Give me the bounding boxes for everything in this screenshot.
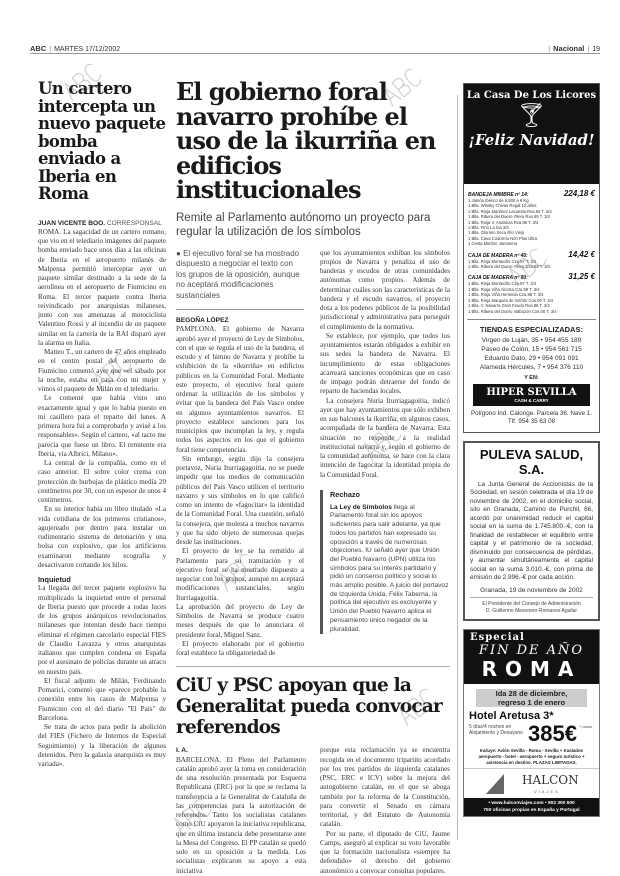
offer-item: 1 Blla. V. Navarra Gran Feudo Rva.96 T. 3/4 — [468, 303, 550, 309]
hotel-name: Hotel Aretusa 3* — [469, 709, 554, 722]
offer-item: 1 Blla. Rioja Montecillo Cza.97 T. 3/4 — [468, 258, 537, 264]
second-column-2 — [320, 746, 450, 876]
greeting: ¡Feliz Navidad! — [468, 131, 595, 149]
offer-item: 1 Blla. Rioja Viña Herminia Cza.98 T. 3/4 — [468, 292, 544, 298]
ad-puleva: PULEVA SALUD, S.A. La Junta General de Accionistas de la Sociedad, en sesión celebrada el día 19 de noviembre de 2002, en el domicilio social, sito en Granada, Camino de Purchil, 66, acordó por unanimidad reducir el capital social en la suma de 1.745.800.-€, con la finalidad de restablecer el equilibrio entre capital y el patrimonio de la sociedad, disminuido por consecuencia de pérdidas, y aumentar simultáneamente el capital social en la suma 3.010.-€, con prima de emisión de 2.996.-€ por cada acción. Granada, 19 de noviembre de 2002 El Presidente del Consejo de Administración D. Guillermo Mesonero-Romanos Aguilar — [463, 441, 600, 621]
left-article — [38, 80, 166, 769]
offer-item: 1 Blla. Cava Codorníu Non Plus Ultra — [468, 235, 538, 241]
paragraph: El fiscal adjunto de Milán, Ferdinando Pomarici, comentó que «parece probable la conexión entre los casos de Malpensa y Fiumicino con el del diario "El País" de Barcelona. — [38, 676, 166, 722]
second-headline: CiU y PSC apoyan que la Generalitat pueda convocar referendos — [176, 675, 442, 739]
paragraph: Matteo T., un cartero de 47 años empleado en el centro postal del aeropuerto de Fiumicino comentó ayer que «el sábado por la noche, estaba en casa con mi mujer y vimos el paquete de Milán en el telediario. — [38, 348, 166, 393]
offer-price: 224,18 € — [563, 189, 595, 198]
paragraph: Se trata de actos para pedir la abolición del FIES (Fichero de Internos de Especial Seguimiento) y la liberación de algunos detenidos. Pero la galaxia anarquista es muy variada». — [38, 723, 166, 768]
paragraph: Se establece, por ejemplo, que todos los ayuntamientos estarán obligados a exhibir en sus sedes la bandera de Navarra. El incumplimiento de estas obligaciones acarreará sanciones económicas que en caso de impago podrán detraerse del fondo de reparto de haciendas locales. — [320, 331, 450, 396]
offer-item: 1 Blla. Fino La Ina 3/4 — [468, 225, 509, 231]
stores-title: TIENDAS ESPECIALIZADAS: — [480, 324, 583, 334]
offer-price: 14,42 € — [568, 249, 595, 259]
paragraph: que los ayuntamientos exhiban los símbolos propios de Navarra y penaliza el uso de banderas y escudos de otras comunidades autónomas como propios. Además de determinar cuáles son las características de la bandera y el escudo navarros, el proyecto dota a los poderes públicos de la posibilidad jurisdiccional y administrativa para perseguir el cumplimiento de la normativa. — [320, 248, 450, 331]
offer-item: 1 Blla. Rioja Marqués de Griñón Cos.00 T. 3/4 — [468, 297, 554, 303]
main-subtitle: Remite al Parlamento autónomo un proyecto para regular la utilización de los símbolos — [176, 211, 431, 238]
paragraph: Por su parte, el diputado de CiU, Jaume Camps, aseguró al explicar su voto favorable que la formación nacionalista «siempre ha defendido» el derecho del gobierno autonómico a convocar consultas populares. — [320, 829, 450, 875]
also-label: Y EN: — [524, 374, 539, 381]
brand-logo: ABC — [30, 44, 47, 53]
paragraph: La llegada del tercer paquete explosivo ha multiplicado la inquietud entre el personal de Iberia puesto que procede a todas luces de los grupos anárquicos revolucionarios milaneses que intentan desde hace tiempo eliminar el régimen carcelario especial FIES de Claudio Lavazza y otros anarquistas italianos que cumplen condena en España por el asesinato de policías durante un atraco en nuestro país. — [38, 584, 166, 676]
offer-item: 1 Blla. Rioja Martínez Lacuesta Rva.94 T. 3/4 — [468, 208, 552, 214]
offer-price: 31,25 € — [568, 272, 595, 282]
offer-item: 1 Blla. Rioja V. Andanza Rva.96 T. 3/4 — [468, 219, 539, 225]
paragraph: El proyecto de ley se ha remitido al Parlamento para su tramitación y el ejecutivo foral se ha mostrado dispuesto a negociar con los grupos, aunque no aceptará modificaciones sustanciales, según Iturriagagoitia. — [176, 547, 304, 602]
offer-name: BANDEJA MIMBRE nº 14: — [468, 192, 529, 198]
offer-item: 1 Cesta Mimbre Jamonera — [468, 241, 518, 247]
paragraph: El proyecto elaborado por el gobierno foral establece la obligatoriedad de — [176, 639, 304, 657]
main-article — [176, 77, 450, 658]
offer-name: CAJA DE MADERA nº 40: — [468, 252, 528, 259]
offer-header — [464, 189, 599, 198]
byline: BEGOÑA LÓPEZ — [176, 317, 229, 324]
notice-text: La Junta General de Accionistas de la Sociedad, en sesión celebrada el día 19 de noviembre de 2002, en el domicilio social, sito en Granada, Camino de Purchil, 66, acordó por unanimidad reducir el capital social en la suma de 1.745.800.-€, con la finalidad de restablecer el equilibrio entre capital y el patrimonio de la sociedad, disminuido por consecuencia de pérdidas, y aumentar simultáneamente el capital social en la suma 3.010.-€, con prima de emisión de 2.996.-€ por cada acción. — [470, 480, 593, 582]
paragraph: Sin embargo, según dijo la consejera portavoz, Nuria Iturriagagoitia, no se puede impedir que los medios de comunicación públicos del País Vasco utilicen el territorio navarro y sus símbolos en lo que calificó como un intento de «fagocitar» la identidad de la Comunidad Foral. Una cuestión, señaló la consejera, que molesta a muchos navarros y que ha sido objeto de numerosas quejas desde las instituciones. — [176, 454, 304, 546]
notice-title: PULEVA SALUD, S.A. — [479, 446, 584, 477]
main-headline: El gobierno foral navarro prohíbe el uso de la ikurriña en edificios institucionales — [176, 77, 436, 204]
main-column-1 — [176, 316, 304, 658]
page-number: 19 — [592, 46, 600, 53]
main-column-2 — [320, 249, 450, 480]
store-address: Alameda Hércules, 7 • 954 376 110 — [479, 363, 584, 371]
offer-item: 1 Blla. Rioja Viña Alcorta Cza.98 T. 3/4 — [468, 286, 540, 292]
byline: I. A. — [176, 747, 188, 755]
main-area — [176, 77, 450, 876]
highlight-box: ● El ejecutivo foral se ha mostrado dispuesto a negociar el texto con los grupos de la oposición, aunque no aceptará modificaciones sustanciales — [176, 249, 304, 311]
second-column-1 — [176, 746, 306, 876]
store-address: Eduardo Dato, 29 • 954 091 091 — [484, 354, 579, 362]
offer-item: 1 Blla. Ribera del Duero Yllera Rva.95 T. 3/4 — [468, 214, 551, 220]
offer-item: 1 Blla. Ribera del Duero Valbuzón Cos.00 T. 3/4 — [468, 308, 557, 314]
issue-date: MARTES 17/12/2002 — [54, 46, 121, 53]
page-header: ABC | MARTES 17/12/2002 | Nacional | 19 — [30, 44, 600, 53]
offer-list — [464, 184, 599, 314]
cocktail-glass-icon: 🍸︎ — [516, 103, 547, 129]
paragraph: porque esta reclamación ya se encuentra recogida en el documento tripartito acordado por los tres partidos de izquierda catalanes (PSC, ERC e ICV) sobre la mejora del autogobierno catalán, en el que se aboga también por la reforma de la Constitución, para convertir el Senado en cámara territorial, y del Estatuto de Autonomía catalán. — [320, 746, 450, 829]
second-article — [176, 666, 450, 876]
halcon-website: • www.halconviajes.com • 902 300 600 — [488, 800, 575, 806]
paragraph: Le comenté que había visto uno exactamente igual y que lo había puesto en mi casillero para el reparto del lunes. A primera hora fui a comprobarlo y avisé a los responsables». Según el cartero, «al tacto me parecía que fuese un libro. El remitente era Iberia, vía Albrici, Milano». — [38, 394, 166, 458]
sidebar-rechazo: Rechazo La Ley de Símbolos llega al Parlamento foral sin los apoyos suficientes para salir adelante, ya que todos los partidos han expresado su oposición a través de numerosas objeciones. IU señaló ayer que Unión del Pueblo Navarro (UPN) utiliza los símbolos para su interés partidario y pidió un consenso político y social lo más amplio posible. A juicio del portavoz de Izquierda Unida, Félix Taberna, la política del ejecutivo es excluyente y Unión del Pueblo Navarro aplica el pensamiento único negador de la pluralidad. — [320, 490, 450, 635]
ads-column — [463, 83, 600, 817]
ad-casa-licores — [463, 83, 600, 433]
paragraph: La central de la compañía, como en el caso anterior. El sobre color crema con protección de burbujas de plástico medía 20 centímetros por 30, con un espesor de unos 4 centímetros. — [38, 459, 166, 504]
paragraph: En su interior había un libro titulado «La vida cotidiana de los primeros cristianos», agujereado por dentro para instalar un rudimentario sistema de detonación y una bolsa con explosivo, que los artificieros examinaron mediante ecografía y desactivaron cortando los hilos. — [38, 505, 166, 569]
offer-item: 1 Jamón Ibérico de 5.500 a 6 Kg. — [468, 198, 530, 203]
store-address: Virgen de Luján, 35 • 954 455 189 — [481, 336, 582, 344]
subhead: Inquietud — [38, 575, 71, 584]
paragraph: PAMPLONA. El gobierno de Navarra aprobó ayer el proyecto de Ley de Símbolos, con el que se regula el uso de la bandera, el escudo y el himno de Navarra y prohíbe la exhibición de la «ikurriña» en edificios públicos en la Comunidad Foral. Mediante este proyecto, el ejecutivo foral quiere ordenar la utilización de los símbolos y evitar que la bandera del País Vasco ondee en algunos ayuntamientos navarros. El proyecto establece sanciones para los municipios que incumplan la ley, y regula todos los aspectos en los que el gobierno foral tiene competencias. — [176, 325, 304, 454]
paragraph: La aprobación del proyecto de Ley de Símbolos de Navarra se produce cuatro meses después de que lo anunciara el presidente foral, Miguel Sanz. — [176, 602, 304, 639]
hiper-address: Polígono Ind. Calonge. Parcela 36. Nave 1. Tlf. 954 35 63 08 — [470, 409, 593, 426]
offer-header — [464, 250, 599, 259]
offer-item: 1 Blla. Whisky Chivas Regal 12 años — [468, 203, 537, 209]
paragraph: ROMA. La sagacidad de un cartero romano, que vio en el telediario imágenes del paquete bomba enviado hace unos días a las oficinas de Iberia en el aeropuerto milanés de Malpensa permitió interceptar ayer un paquete similar destinado a la sede de la aerolínea en el aeropuerto de Fiumicino en Roma. El tercer paquete contra Iberia reivindicado por anarquistas milaneses, junto con sus amenazas al motociclista Valentino Rossi y al incendio de un paquete similar en la cartería de la RAI disparó ayer la alarma en Italia. — [38, 227, 166, 347]
byline: JUAN VICENTE BOO. CORRESPONSAL — [38, 219, 162, 227]
offer-name: CAJA DE MADERA nº 80: — [468, 275, 528, 282]
left-headline: Un cartero intercepta un nuevo paquete bomba enviado a Iberia en Roma — [38, 79, 166, 203]
paragraph: BARCELONA. El Pleno del Parlamento catalán aprobó ayer la toma en consideración de una resolución presentada por Esquerra Republicana (ERC) por la que se reclama la transferencia a la Generalitat de Cataluña de las competencias para la autorización de referendos. Tanto los socialistas catalanes como CiU apoyaron la iniciativa republicana, que en última instancia debe presentarse ante la Mesa del Congreso. El PP catalán se quedó solo en su oposición a la medida. Los socialistas explicaron su apoyo a esta iniciativa — [176, 755, 306, 875]
offer-item: 1 Blla. Rioja Montecillo Cza.97 T. 3/4 — [468, 281, 537, 287]
section-name: Nacional — [553, 44, 585, 53]
halcon-logo: HALCON VIAJES — [464, 768, 599, 798]
ad-halcon-roma: Especial FIN DE AÑO ROMA Ida 28 de diciembre, regreso 1 de enero Hotel Aretusa 3* 5 días/4 noches en Alojamiento y Desayuno 385€ + tasas Incluye: Avión Sevilla - Roma - Sevilla + traslados aeropuerto - hotel - aeropuerto + seguro turístico + asistencia en destino. PLAZAS LIMITADAS. HALCON VIAJES • www.halconviajes.com • 902 300 600 750 oficinas propias en España y Portugal — [463, 629, 600, 817]
hiper-sevilla-logo: HIPER SEVILLA CASH & CARRY — [473, 384, 590, 406]
ad-title: La Casa De Los Licores — [466, 90, 597, 101]
offer-item: 1 Blla. Oloroso Seco Río Viejo — [468, 230, 525, 236]
sidebar-title: Rechazo — [330, 489, 361, 499]
paragraph: La consejera Nuria Iturriagagoitia, indicó ayer que hay ayuntamientos que sólo exhiben en sus balcones la ikurriña; en algunos casos, acompañada de la bandera de Navarra. Esta situación no responde a la realidad institucional navarra y, según el gobierno de la comunidad autónoma, se hace con la clara intención de fagocitar la identidad propia de la Comunidad Foral. — [320, 396, 450, 479]
offer-item: 1 Blla. Ribera del Duero Yllera Cza.99 T. 3/4 — [468, 264, 551, 270]
offer-header — [464, 272, 599, 281]
store-address: Paseo de Colón, 15 • 954 561 715 — [481, 345, 582, 353]
notice-date: Granada, 19 de noviembre de 2002 — [470, 587, 593, 598]
price: 385€ — [528, 720, 577, 746]
